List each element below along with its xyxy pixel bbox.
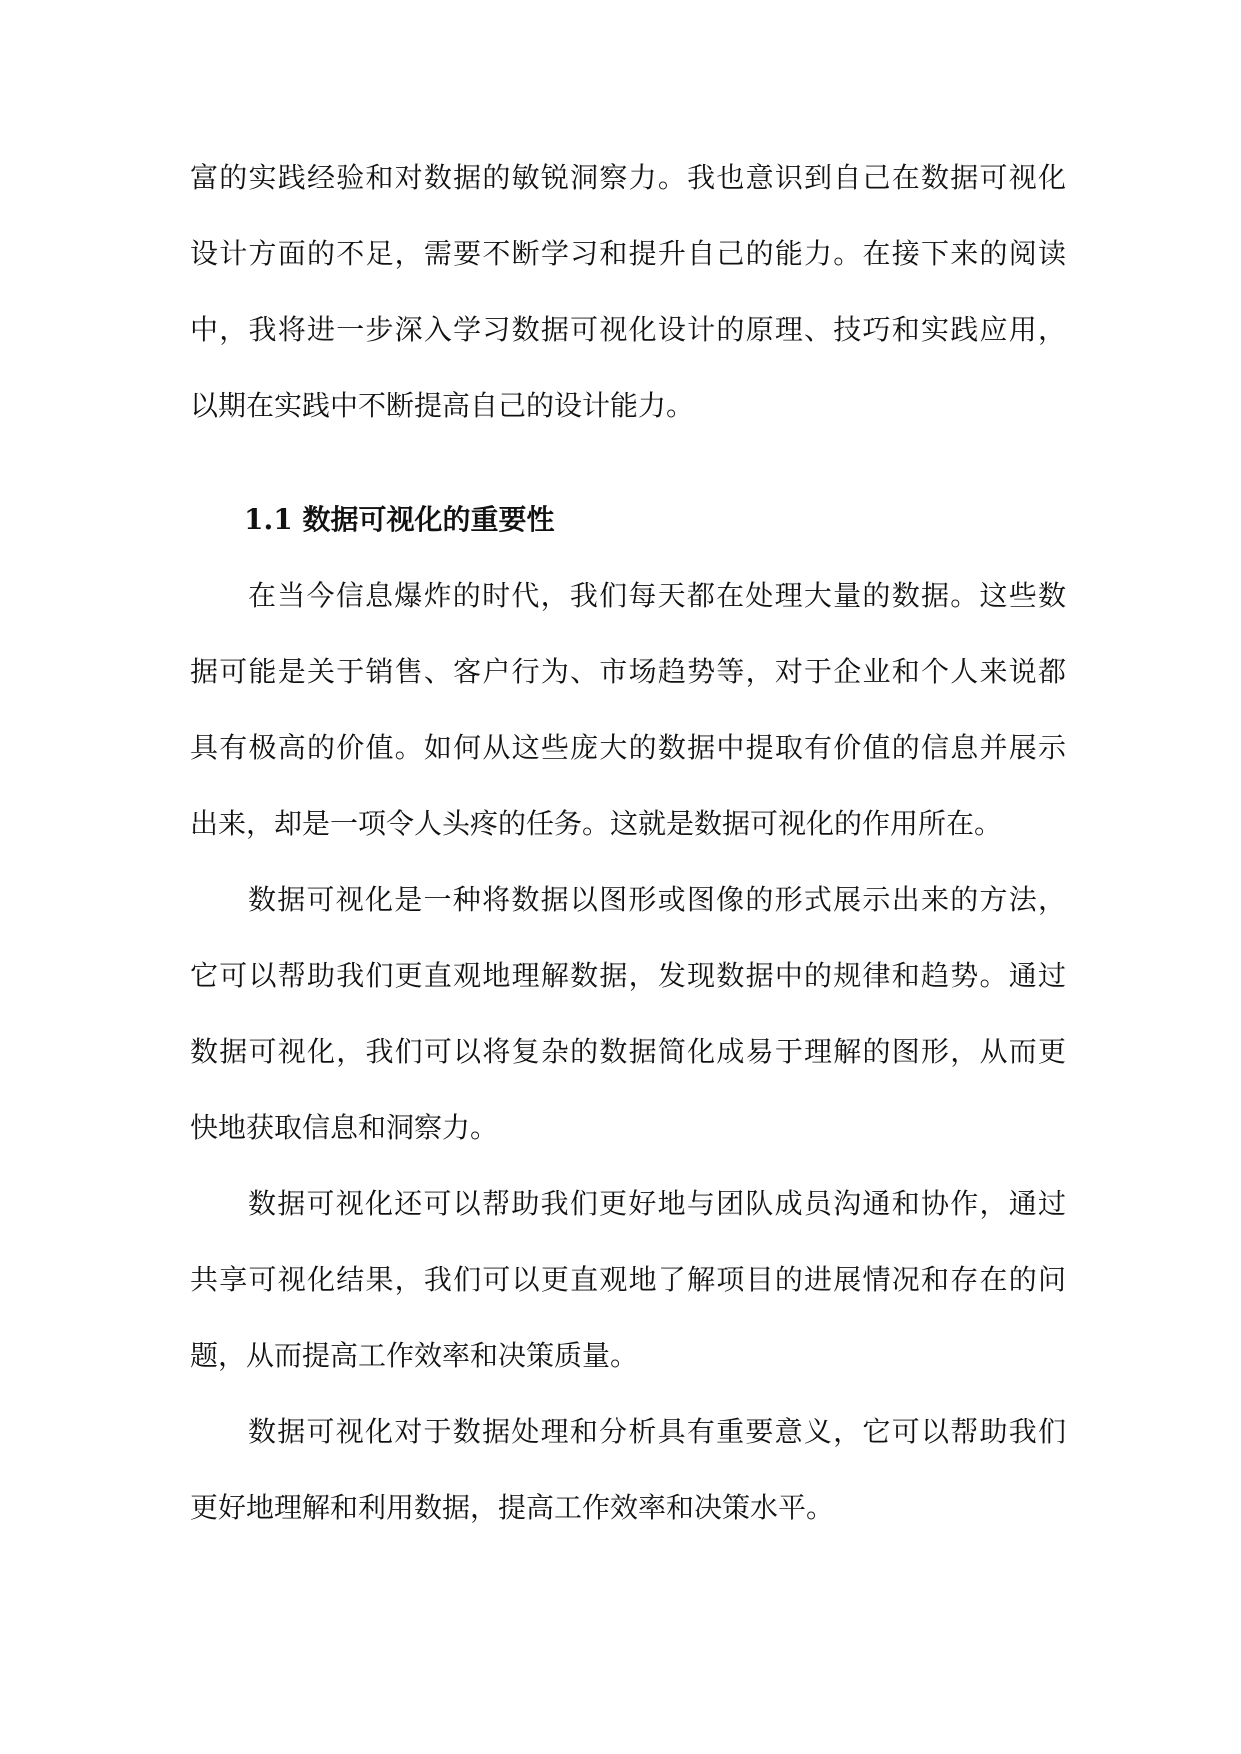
paragraph-line: 题，从而提高工作效率和决策质量。 — [190, 1339, 639, 1372]
paragraph-line: 以期在实践中不断提高自己的设计能力。 — [190, 389, 695, 422]
paragraph-line: 数据可视化还可以帮助我们更好地与团队成员沟通和协作，通过 — [248, 1187, 1066, 1220]
document-body — [190, 140, 1066, 1546]
paragraph-4 — [190, 1394, 1066, 1546]
paragraph-line: 它可以帮助我们更直观地理解数据，发现数据中的规律和趋势。通过 — [190, 959, 1066, 992]
section-heading: 1.1 数据可视化的重要性 — [244, 503, 555, 536]
paragraph-line: 中，我将进一步深入学习数据可视化设计的原理、技巧和实践应用， — [190, 313, 1066, 346]
paragraph-line: 在当今信息爆炸的时代，我们每天都在处理大量的数据。这些数 — [248, 579, 1066, 612]
intro-paragraph — [190, 140, 1066, 444]
paragraph-line: 数据可视化对于数据处理和分析具有重要意义，它可以帮助我们 — [248, 1415, 1066, 1448]
paragraph-3 — [190, 1166, 1066, 1394]
paragraph-1 — [190, 558, 1066, 862]
paragraph-line: 富的实践经验和对数据的敏锐洞察力。我也意识到自己在数据可视化 — [190, 161, 1066, 194]
paragraph-2 — [190, 862, 1066, 1166]
paragraph-line: 具有极高的价值。如何从这些庞大的数据中提取有价值的信息并展示 — [190, 731, 1066, 764]
paragraph-line: 快地获取信息和洞察力。 — [190, 1111, 499, 1144]
paragraph-line: 出来，却是一项令人头疼的任务。这就是数据可视化的作用所在。 — [190, 807, 1003, 840]
paragraph-line: 共享可视化结果，我们可以更直观地了解项目的进展情况和存在的问 — [190, 1263, 1066, 1296]
paragraph-line: 数据可视化，我们可以将复杂的数据简化成易于理解的图形，从而更 — [190, 1035, 1066, 1068]
paragraph-line: 设计方面的不足，需要不断学习和提升自己的能力。在接下来的阅读 — [190, 237, 1066, 270]
paragraph-line: 据可能是关于销售、客户行为、市场趋势等，对于企业和个人来说都 — [190, 655, 1066, 688]
paragraph-line: 更好地理解和利用数据，提高工作效率和决策水平。 — [190, 1491, 835, 1524]
paragraph-line: 数据可视化是一种将数据以图形或图像的形式展示出来的方法， — [248, 883, 1066, 916]
